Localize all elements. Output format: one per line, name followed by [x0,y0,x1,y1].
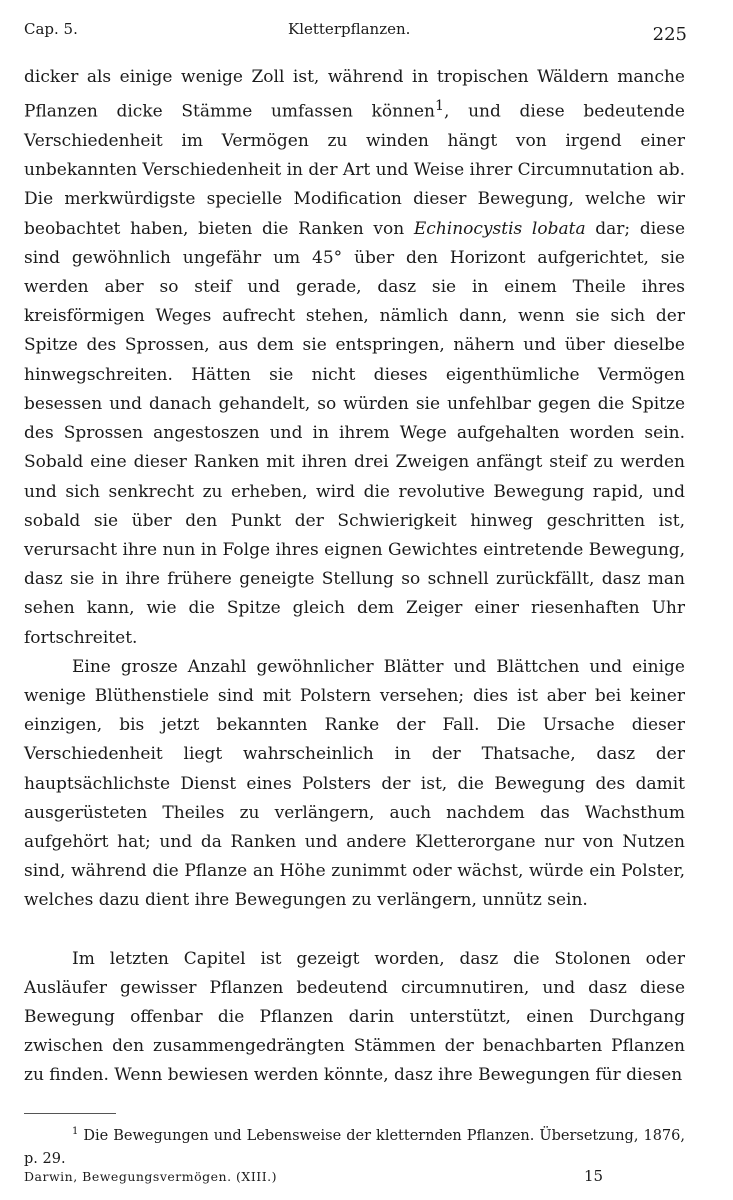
footer-imprint: Darwin, Bewegungsvermögen. (XIII.) [24,1169,277,1184]
paragraph-2: Eine grosze Anzahl gewöhnlicher Blätter und Blättchen und einige wenige Blüthenstiele sind mit Polstern versehen; dies ist aber bei keiner einzigen, bis jetzt bekannten Ranke der Fall. Die Ursache dieser Verschiedenheit liegt wahrscheinlich in der Thatsache, dasz der hauptsächlichste Dienst eines Polsters der ist, die Bewegung des damit ausgerüsteten Theiles zu verlängern, auch nachdem das Wachsthum aufgehört hat; und da Ranken und andere Kletterorgane nur von Nutzen sind, während die Pflanze an Höhe zunimmt oder wächst, würde ein Polster, welches dazu dient ihre Bewegungen zu verlängern, unnütz sein. [24,656,685,911]
signature-mark: 15 [584,1167,604,1185]
footnote-text: Die Bewegungen und Lebensweise der kletternden Pflanzen. Übersetzung, 1876, p. 29. [24,1127,685,1167]
page-number: 225 [652,24,687,45]
page-footer [24,1169,687,1191]
body-text [24,63,685,1091]
chapter-label: Cap. 5. [24,20,78,38]
footnote-divider [24,1113,116,1114]
paragraph-1-part-a: dicker als einige wenige Zoll ist, während in tropischen Wäldern manche Pflanzen dicke Stämme umfassen können [24,67,685,122]
paragraph-1 [24,63,685,653]
species-name: Echinocystis lobata [413,218,586,239]
footnote-marker: 1 [72,1126,79,1137]
running-header [24,18,687,48]
paragraph-1-part-c: dar; diese sind gewöhnlich ungefähr um 45° über den Horizont aufgerichtet, sie werden aber so steif und gerade, dasz sie in einem Theile ihres kreisförmigen Weges aufrecht stehen, nämlich dann, wenn sie sich der Spitze des Sprossen, aus dem sie entspringen, nähern und über dieselbe hinwegschreiten. Hätten sie nicht dieses eigenthümliche Vermögen besessen und danach gehandelt, so würden sie unfehlbar gegen die Spitze des Sprossen angestoszen und in ihrem Wege aufgehalten worden sein. Sobald eine dieser Ranken mit ihren drei Zweigen anfängt steif zu werden und sich senkrecht zu erheben, wird die revolutive Bewegung rapid, und sobald sie über den Punkt der Schwierigkeit hinweg geschritten ist, verursacht ihre nun in Folge ihres eignen Gewichtes eintretende Bewegung, dasz sie in ihre frühere geneigte Stellung so schnell zurückfällt, dasz man sehen kann, wie die Spitze gleich dem Zeiger einer riesenhaften Uhr fortschreitet. [24,218,686,648]
footnote-reference: 1 [435,98,445,115]
paragraph-1-part-b: , und diese bedeutende Verschiedenheit im Vermögen zu winden hängt von irgend einer unbekannten Verschiedenheit in der Art und Weise ihrer Circumnutation ab. Die merkwürdigste specielle Modification dieser Bewegung, welche wir beobachtet haben, bieten die Ranken von [24,101,685,239]
paragraph-3: Im letzten Capitel ist gezeigt worden, dasz die Stolonen oder Ausläufer gewisser Pflanzen bedeutend circumnutiren, und dasz diese Bewegung offenbar die Pflanzen darin unterstützt, einen Durchgang zwischen den zusammengedrängten Stämmen der benachbarten Pflanzen zu finden. Wenn bewiesen werden könnte, dasz ihre Bewegungen für diesen [24,948,685,1086]
running-title: Kletterpflanzen. [288,20,411,38]
footnote [24,1120,685,1171]
